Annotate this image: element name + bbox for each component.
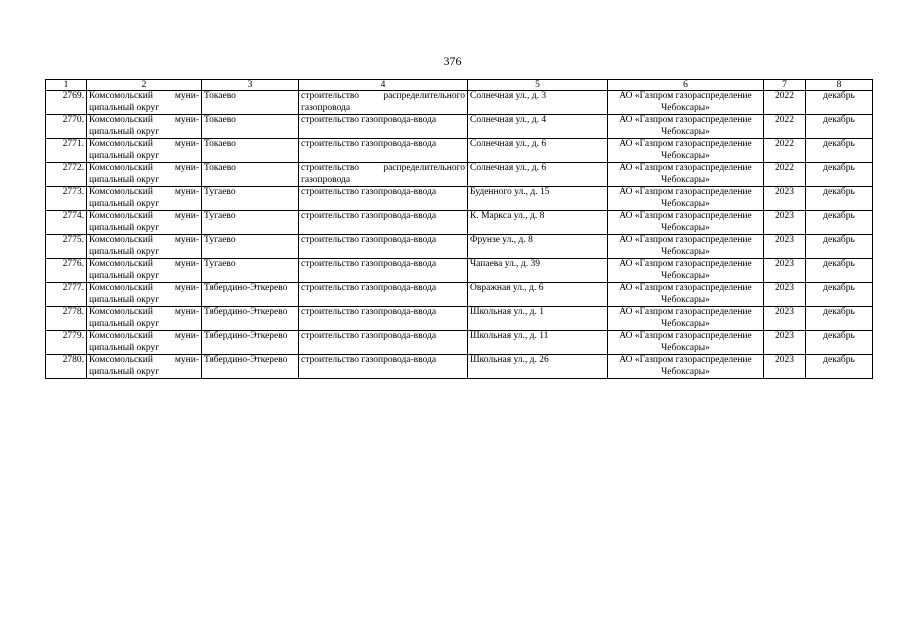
address-cell: Буденного ул., д. 15 [468,187,608,211]
district-cell: Комсомольский муни-ципальный округ [87,139,202,163]
work-type-cell: строительство распределительного газопровода [299,91,468,115]
district-cell: Комсомольский муни-ципальный округ [87,187,202,211]
row-number-cell: 2777. [46,283,87,307]
district-cell: Комсомольский муни-ципальный округ [87,355,202,379]
settlement-cell: Тябердино-Эткерево [202,307,299,331]
address-cell: К. Маркса ул., д. 8 [468,211,608,235]
row-number-cell: 2772. [46,163,87,187]
year-cell: 2023 [764,235,806,259]
settlement-cell: Тябердино-Эткерево [202,355,299,379]
district-cell: Комсомольский муни-ципальный округ [87,283,202,307]
settlement-cell: Тугаево [202,211,299,235]
settlement-cell: Тябердино-Эткерево [202,331,299,355]
table-row [46,331,873,355]
table-row [46,259,873,283]
page-number: 376 [443,54,462,68]
year-cell: 2022 [764,139,806,163]
work-type-cell: строительство газопровода-ввода [299,331,468,355]
organization-cell: АО «Газпром газораспределение Чебоксары» [608,283,764,307]
organization-cell: АО «Газпром газораспределение Чебоксары» [608,235,764,259]
work-type-cell: строительство распределительного газопровода [299,163,468,187]
work-type-cell: строительство газопровода-ввода [299,115,468,139]
work-type-cell: строительство газопровода-ввода [299,139,468,163]
row-number-cell: 2780. [46,355,87,379]
address-cell: Фрунзе ул., д. 8 [468,235,608,259]
work-type-cell: строительство газопровода-ввода [299,307,468,331]
row-number-cell: 2771. [46,139,87,163]
year-cell: 2023 [764,307,806,331]
address-cell: Солнечная ул., д. 3 [468,91,608,115]
month-cell: декабрь [806,331,873,355]
address-cell: Школьная ул., д. 1 [468,307,608,331]
year-cell: 2022 [764,163,806,187]
month-cell: декабрь [806,355,873,379]
column-header: 1 [46,80,87,91]
address-cell: Чапаева ул., д. 39 [468,259,608,283]
month-cell: декабрь [806,283,873,307]
settlement-cell: Токаево [202,163,299,187]
district-cell: Комсомольский муни-ципальный округ [87,91,202,115]
organization-cell: АО «Газпром газораспределение Чебоксары» [608,115,764,139]
table-row [46,91,873,115]
column-header: 2 [87,80,202,91]
organization-cell: АО «Газпром газораспределение Чебоксары» [608,91,764,115]
table-row [46,307,873,331]
address-cell: Овражная ул., д. 6 [468,283,608,307]
row-number-cell: 2774. [46,211,87,235]
column-header: 5 [468,80,608,91]
settlement-cell: Тугаево [202,259,299,283]
table-row [46,187,873,211]
month-cell: декабрь [806,187,873,211]
work-type-cell: строительство газопровода-ввода [299,259,468,283]
row-number-cell: 2776. [46,259,87,283]
organization-cell: АО «Газпром газораспределение Чебоксары» [608,307,764,331]
organization-cell: АО «Газпром газораспределение Чебоксары» [608,187,764,211]
column-header: 6 [608,80,764,91]
table-body [46,91,873,379]
address-cell: Солнечная ул., д. 6 [468,163,608,187]
organization-cell: АО «Газпром газораспределение Чебоксары» [608,211,764,235]
district-cell: Комсомольский муни-ципальный округ [87,235,202,259]
work-type-cell: строительство газопровода-ввода [299,283,468,307]
table-row [46,283,873,307]
organization-cell: АО «Газпром газораспределение Чебоксары» [608,139,764,163]
month-cell: декабрь [806,307,873,331]
month-cell: декабрь [806,91,873,115]
district-cell: Комсомольский муни-ципальный округ [87,307,202,331]
column-header: 7 [764,80,806,91]
address-cell: Солнечная ул., д. 6 [468,139,608,163]
work-type-cell: строительство газопровода-ввода [299,187,468,211]
row-number-cell: 2775. [46,235,87,259]
month-cell: декабрь [806,235,873,259]
organization-cell: АО «Газпром газораспределение Чебоксары» [608,331,764,355]
year-cell: 2023 [764,211,806,235]
month-cell: декабрь [806,139,873,163]
year-cell: 2023 [764,259,806,283]
work-type-cell: строительство газопровода-ввода [299,211,468,235]
district-cell: Комсомольский муни-ципальный округ [87,163,202,187]
organization-cell: АО «Газпром газораспределение Чебоксары» [608,163,764,187]
row-number-cell: 2778. [46,307,87,331]
table-row [46,163,873,187]
district-cell: Комсомольский муни-ципальный округ [87,115,202,139]
column-header: 3 [202,80,299,91]
table-row [46,235,873,259]
settlement-cell: Тугаево [202,187,299,211]
row-number-cell: 2779. [46,331,87,355]
year-cell: 2023 [764,331,806,355]
column-header: 8 [806,80,873,91]
row-number-cell: 2773. [46,187,87,211]
organization-cell: АО «Газпром газораспределение Чебоксары» [608,355,764,379]
settlement-cell: Токаево [202,91,299,115]
year-cell: 2022 [764,115,806,139]
settlement-cell: Токаево [202,139,299,163]
address-cell: Школьная ул., д. 11 [468,331,608,355]
address-cell: Школьная ул., д. 26 [468,355,608,379]
month-cell: декабрь [806,115,873,139]
year-cell: 2022 [764,91,806,115]
district-cell: Комсомольский муни-ципальный округ [87,259,202,283]
district-cell: Комсомольский муни-ципальный округ [87,331,202,355]
address-cell: Солнечная ул., д. 4 [468,115,608,139]
month-cell: декабрь [806,163,873,187]
register-table [45,79,873,379]
year-cell: 2023 [764,355,806,379]
row-number-cell: 2769. [46,91,87,115]
settlement-cell: Тябердино-Эткерево [202,283,299,307]
organization-cell: АО «Газпром газораспределение Чебоксары» [608,259,764,283]
column-number-row [46,80,873,91]
district-cell: Комсомольский муни-ципальный округ [87,211,202,235]
month-cell: декабрь [806,211,873,235]
column-header: 4 [299,80,468,91]
table-row [46,355,873,379]
work-type-cell: строительство газопровода-ввода [299,355,468,379]
settlement-cell: Токаево [202,115,299,139]
table-row [46,115,873,139]
table-row [46,211,873,235]
year-cell: 2023 [764,283,806,307]
work-type-cell: строительство газопровода-ввода [299,235,468,259]
month-cell: декабрь [806,259,873,283]
row-number-cell: 2770. [46,115,87,139]
settlement-cell: Тугаево [202,235,299,259]
table-row [46,139,873,163]
year-cell: 2023 [764,187,806,211]
